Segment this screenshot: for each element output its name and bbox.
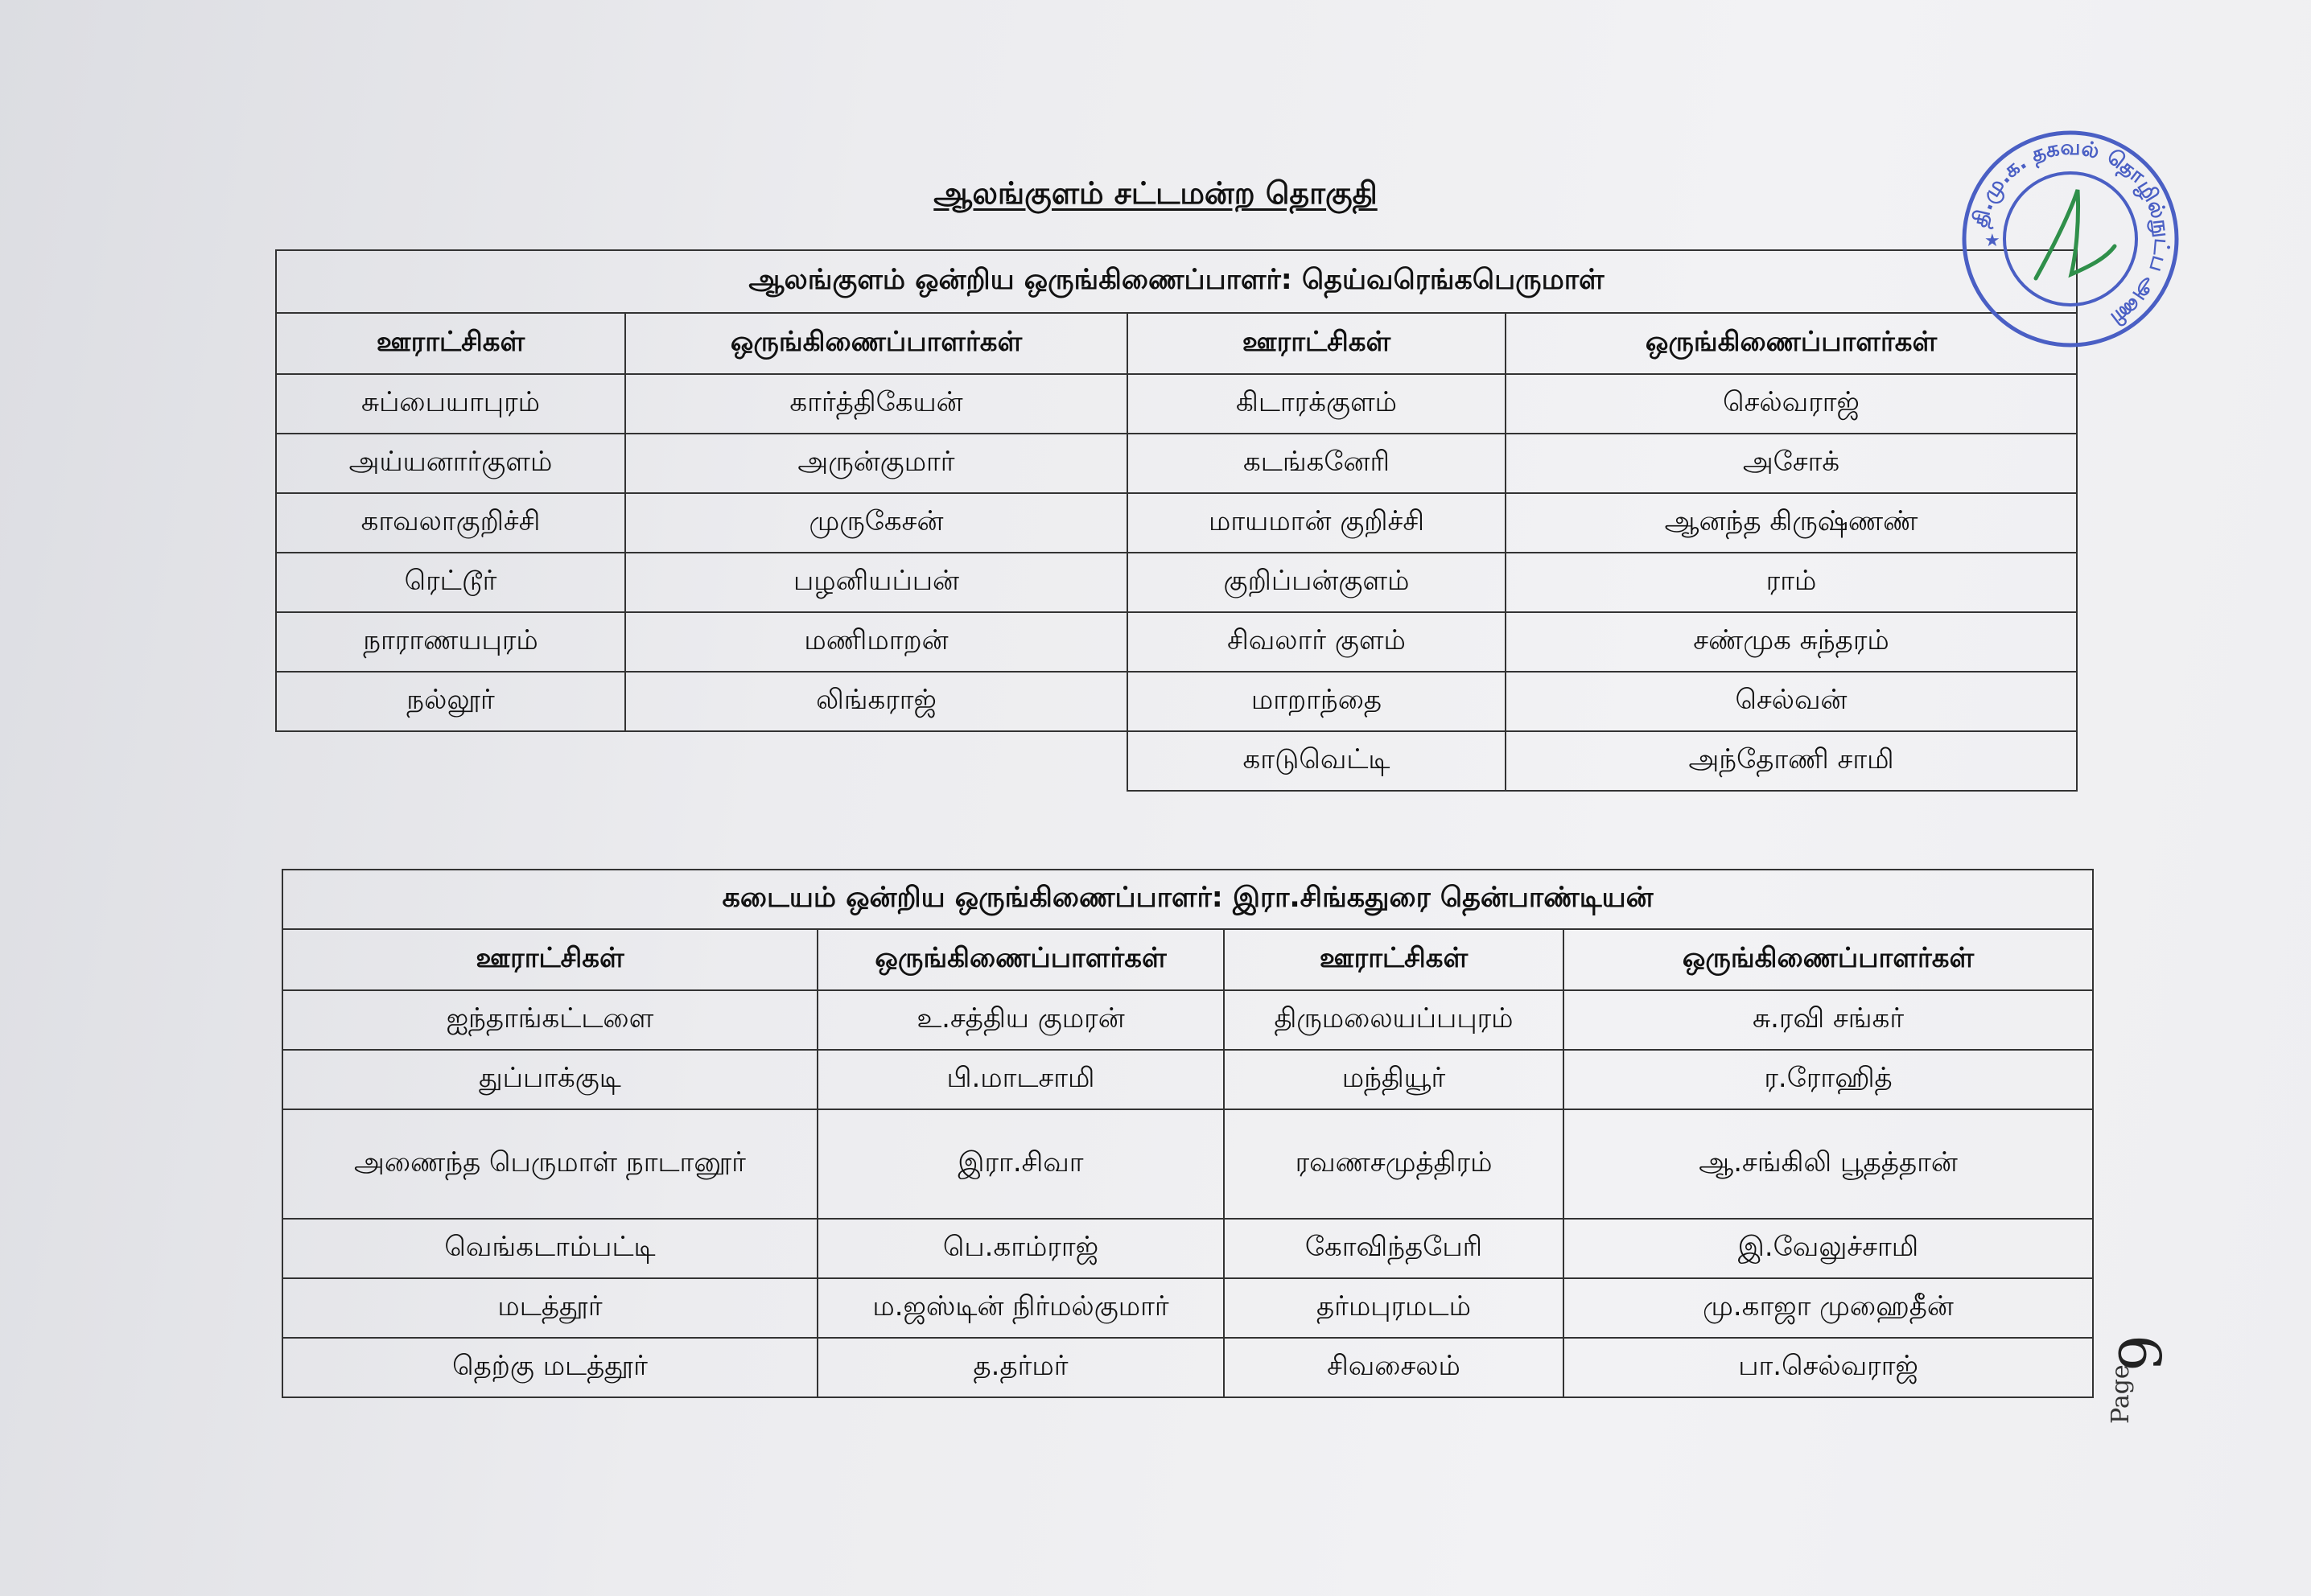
seal-inner-ring xyxy=(2004,173,2136,305)
table-cell: பி.மாடசாமி xyxy=(818,1050,1224,1109)
column-header-panchayats: ஊராட்சிகள் xyxy=(282,929,818,990)
seal-stamp-graphic xyxy=(1957,125,2184,352)
page-word: Page xyxy=(2107,1364,2135,1424)
table-cell: சண்முக சுந்தரம் xyxy=(1506,612,2077,672)
table-cell: சுப்பையாபுரம் xyxy=(276,374,625,434)
table-cell: பழனியப்பன் xyxy=(625,553,1127,612)
column-header-coordinators: ஒருங்கிணைப்பாளர்கள் xyxy=(625,313,1127,374)
table-cell: வெங்கடாம்பட்டி xyxy=(282,1219,818,1278)
table-row xyxy=(276,493,2077,553)
table-cell: மணிமாறன் xyxy=(625,612,1127,672)
table-cell: ஆனந்த கிருஷ்ணண் xyxy=(1506,493,2077,553)
table-cell: ஐந்தாங்கட்டளை xyxy=(282,990,818,1050)
alangulam-union-table xyxy=(275,249,2078,792)
table-cell: த.தர்மர் xyxy=(818,1338,1224,1397)
table-cell: காடுவெட்டி xyxy=(1127,731,1506,791)
page-number: 9 xyxy=(2107,1335,2175,1372)
table-row xyxy=(276,612,2077,672)
table-row xyxy=(282,1278,2093,1338)
table-cell: ர.ரோஹித் xyxy=(1563,1050,2093,1109)
table-cell: செல்வன் xyxy=(1506,672,2077,731)
table-row xyxy=(282,1050,2093,1109)
seal-stamp-icon xyxy=(1957,125,2184,352)
table-cell: நாராணயபுரம் xyxy=(276,612,625,672)
table-row xyxy=(276,434,2077,493)
page-title: ஆலங்குளம் சட்டமன்ற தொகுதி xyxy=(933,175,1378,211)
table-row xyxy=(282,990,2093,1050)
table-row xyxy=(276,553,2077,612)
table-cell: மடத்தூர் xyxy=(282,1278,818,1338)
table-cell: சிவசைலம் xyxy=(1224,1338,1563,1397)
table-cell: அசோக் xyxy=(1506,434,2077,493)
table-row xyxy=(276,374,2077,434)
table-cell: இரா.சிவா xyxy=(818,1109,1224,1219)
table-cell: செல்வராஜ் xyxy=(1506,374,2077,434)
table-cell: மு.காஜா முஹைதீன் xyxy=(1563,1278,2093,1338)
table-cell: முருகேசன் xyxy=(625,493,1127,553)
table-cell: காவலாகுறிச்சி xyxy=(276,493,625,553)
table-cell: சிவலார் குளம் xyxy=(1127,612,1506,672)
signature-icon xyxy=(2036,190,2115,278)
empty-cell xyxy=(276,731,1127,791)
column-header-panchayats: ஊராட்சிகள் xyxy=(1127,313,1506,374)
table-cell: கிடாரக்குளம் xyxy=(1127,374,1506,434)
kadayam-union-table xyxy=(282,869,2094,1398)
table-cell: இ.வேலுச்சாமி xyxy=(1563,1219,2093,1278)
table-heading: ஆலங்குளம் ஒன்றிய ஒருங்கிணைப்பாளர்: தெய்வரெங்கபெருமாள் xyxy=(276,250,2077,313)
table-cell: அந்தோணி சாமி xyxy=(1506,731,2077,791)
column-header-coordinators: ஒருங்கிணைப்பாளர்கள் xyxy=(1563,929,2093,990)
table-cell: ரெட்டூர் xyxy=(276,553,625,612)
table-cell: அருன்குமார் xyxy=(625,434,1127,493)
table-cell: உ.சத்திய குமரன் xyxy=(818,990,1224,1050)
table-cell: சு.ரவி சங்கர் xyxy=(1563,990,2093,1050)
table-row xyxy=(276,672,2077,731)
page-number-label xyxy=(2102,1319,2175,1440)
table-cell: ம.ஜஸ்டின் நிர்மல்குமார் xyxy=(818,1278,1224,1338)
table-row xyxy=(282,1109,2093,1219)
table-cell: குறிப்பன்குளம் xyxy=(1127,553,1506,612)
table-cell: லிங்கராஜ் xyxy=(625,672,1127,731)
table-row xyxy=(282,1219,2093,1278)
table-cell: தர்மபுரமடம் xyxy=(1224,1278,1563,1338)
table-cell: ஆ.சங்கிலி பூதத்தான் xyxy=(1563,1109,2093,1219)
table-cell: அணைந்த பெருமாள் நாடானூர் xyxy=(282,1109,818,1219)
table-row xyxy=(276,731,2077,791)
table-cell: கார்த்திகேயன் xyxy=(625,374,1127,434)
table-cell: கோவிந்தபேரி xyxy=(1224,1219,1563,1278)
column-header-panchayats: ஊராட்சிகள் xyxy=(276,313,625,374)
column-header-panchayats: ஊராட்சிகள் xyxy=(1224,929,1563,990)
table-cell: மாயமான் குறிச்சி xyxy=(1127,493,1506,553)
table-cell: ரவணசமுத்திரம் xyxy=(1224,1109,1563,1219)
table-cell: திருமலையப்பபுரம் xyxy=(1224,990,1563,1050)
table-cell: தெற்கு மடத்தூர் xyxy=(282,1338,818,1397)
table-cell: பா.செல்வராஜ் xyxy=(1563,1338,2093,1397)
seal-text: தி.மு.க. தகவல் தொழில்நுட்ப அணி xyxy=(1967,135,2174,331)
table-cell: கடங்கனேரி xyxy=(1127,434,1506,493)
table-cell: பெ.காம்ராஜ் xyxy=(818,1219,1224,1278)
table-cell: நல்லூர் xyxy=(276,672,625,731)
table-cell: துப்பாக்குடி xyxy=(282,1050,818,1109)
table-row xyxy=(282,1338,2093,1397)
table-cell: மாறாந்தை xyxy=(1127,672,1506,731)
table-cell: அய்யனார்குளம் xyxy=(276,434,625,493)
table-cell: ராம் xyxy=(1506,553,2077,612)
column-header-coordinators: ஒருங்கிணைப்பாளர்கள் xyxy=(818,929,1224,990)
seal-star-icon: ★ xyxy=(1984,231,2000,251)
column-header-coordinators: ஒருங்கிணைப்பாளர்கள் xyxy=(1506,313,2077,374)
table-heading: கடையம் ஒன்றிய ஒருங்கிணைப்பாளர்: இரா.சிங்கதுரை தென்பாண்டியன் xyxy=(282,870,2093,929)
table-cell: மந்தியூர் xyxy=(1224,1050,1563,1109)
